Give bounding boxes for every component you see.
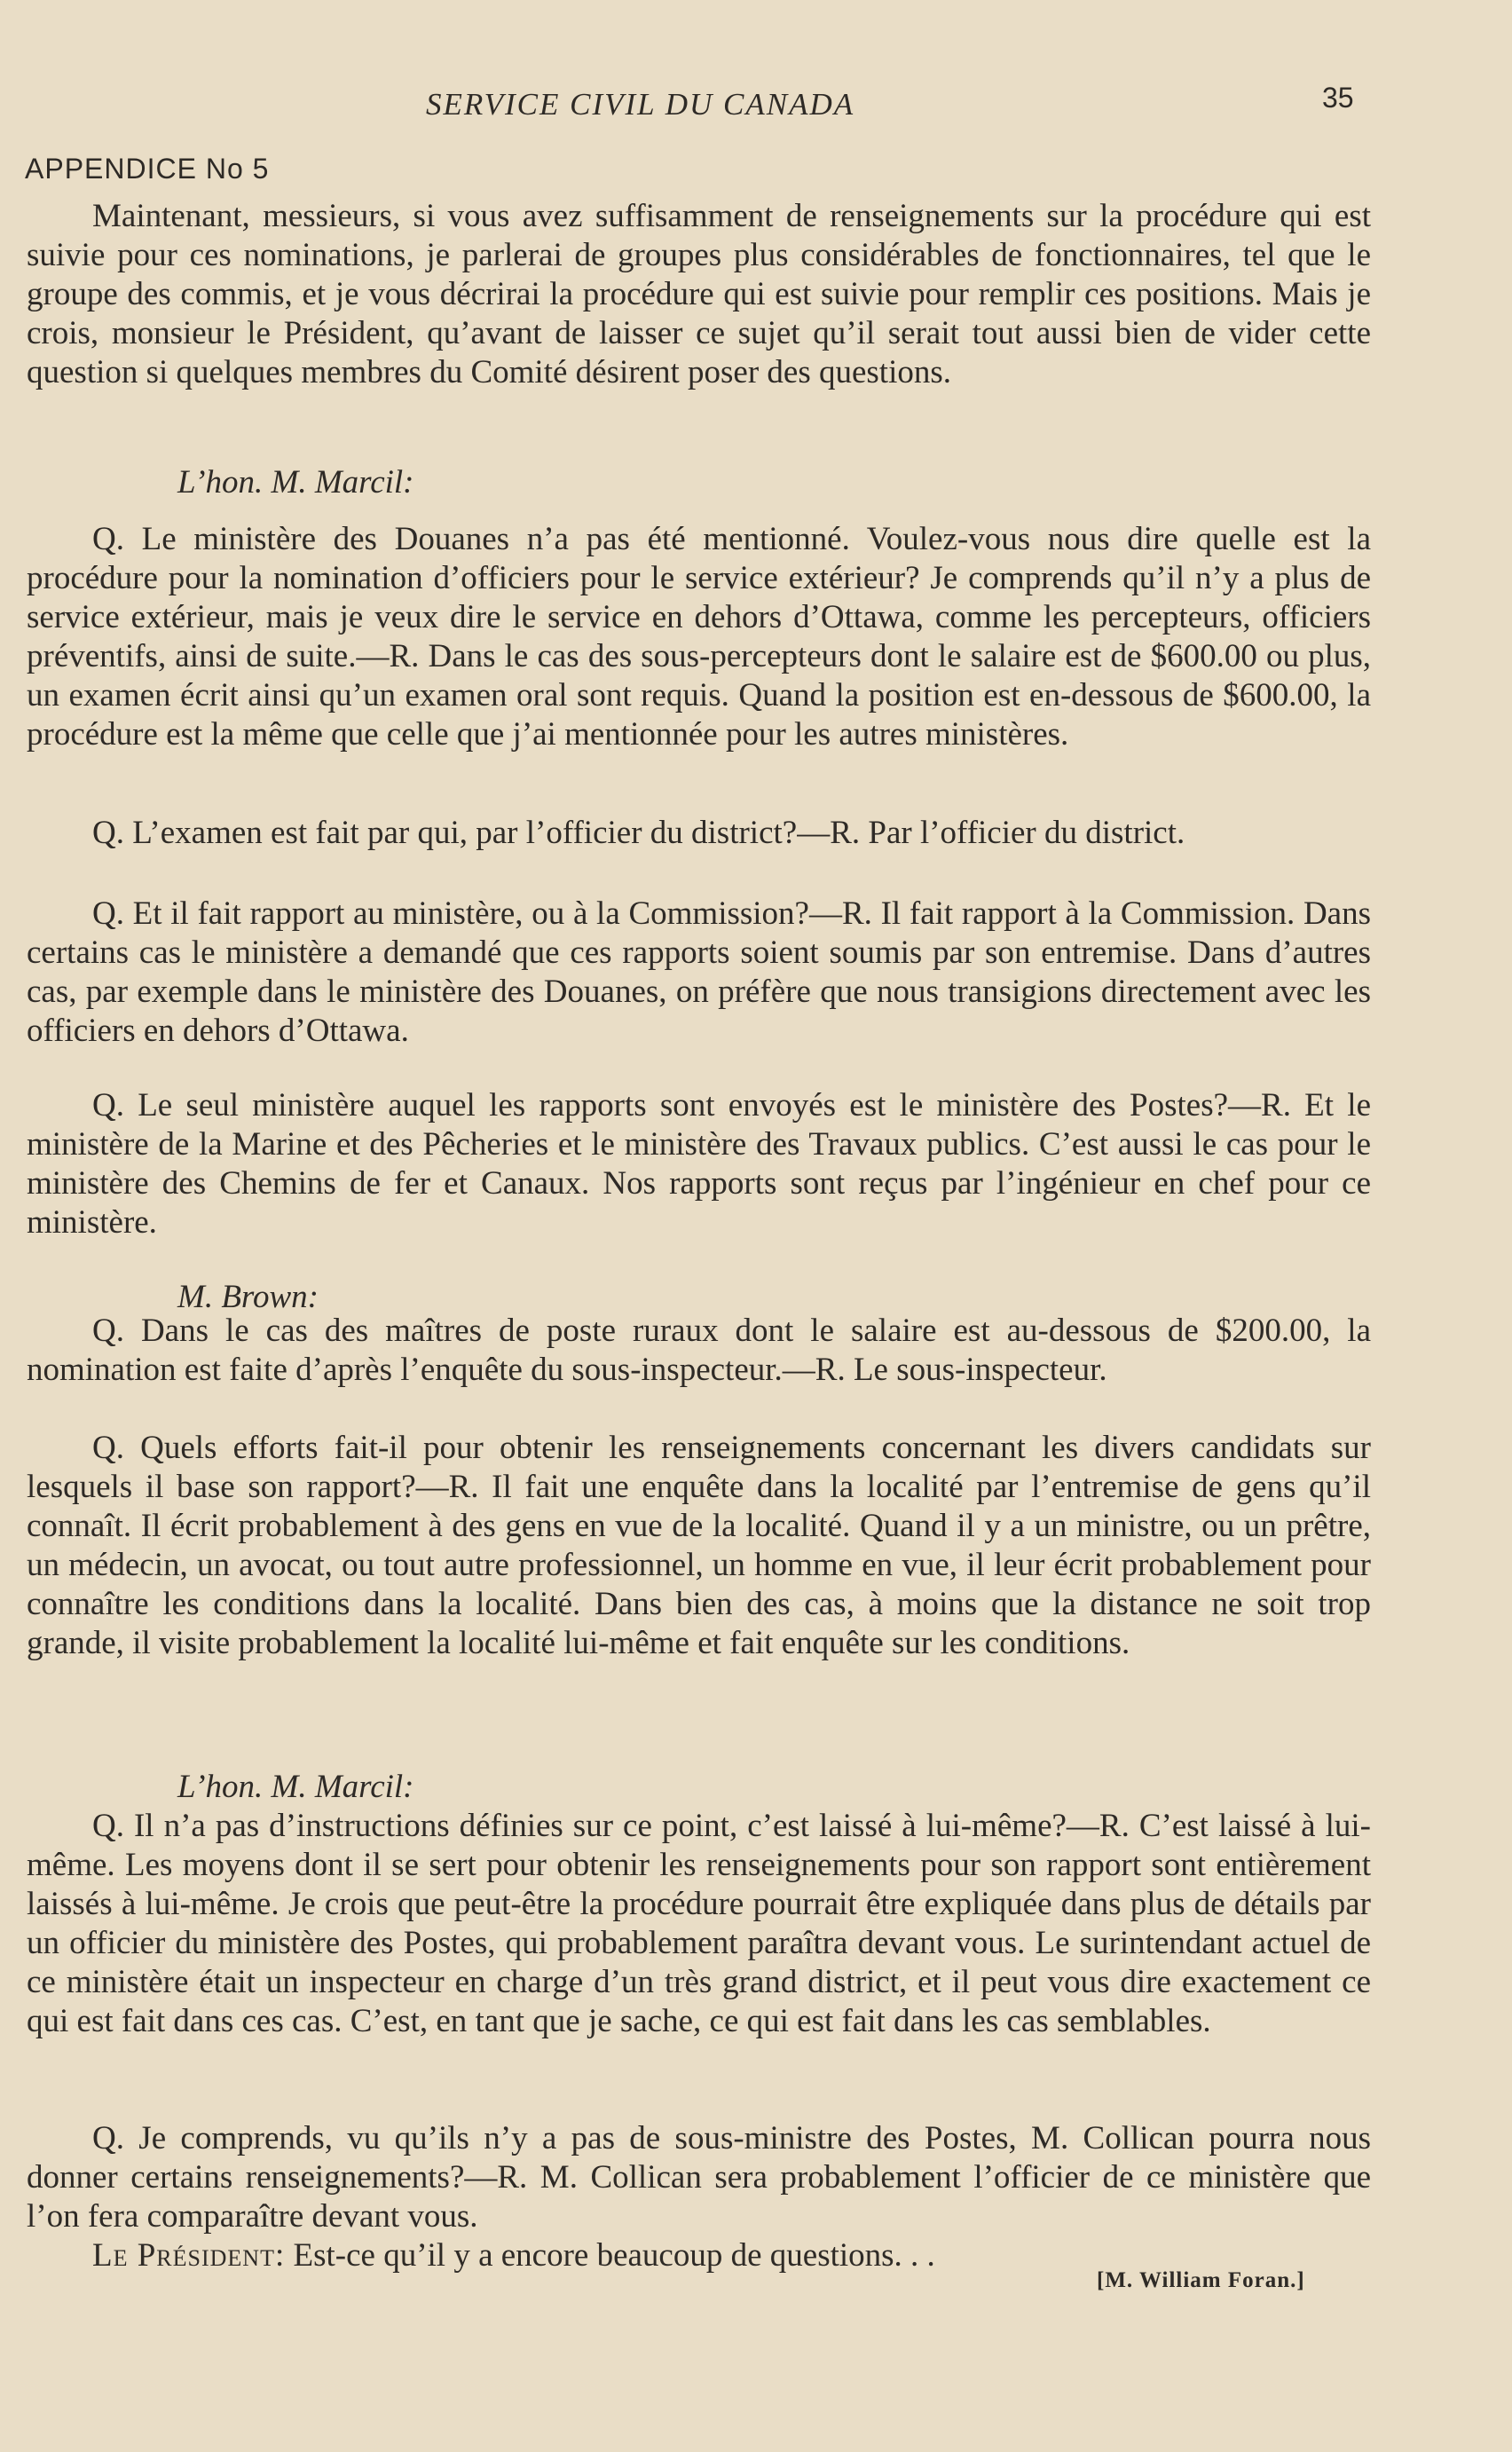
question-answer-3: Q. Et il fait rapport au ministère, ou à la Commission?—R. Il fait rapport à la Commission. Dans certains cas le ministère a demandé que ces rapports soient soumis par son entremise. Dans d’autres cas, par exemple dans le ministère des Douanes, on préfère que nous transigions directement avec les officiers en dehors d’Ottawa. — [27, 895, 1371, 1049]
speaker-marcil: L’hon. M. Marcil: — [177, 464, 414, 501]
speaker-brown: M. Brown: — [177, 1279, 319, 1315]
question-answer-5: Q. Dans le cas des maîtres de poste ruraux dont le salaire est au-dessous de $200.00, la nomination est faite d’après l’enquête du sous-inspecteur.—R. Le sous-inspecteur. — [27, 1313, 1371, 1388]
appendix-label: APPENDICE No 5 — [25, 153, 270, 185]
question-answer-8: Q. Je comprends, vu qu’ils n’y a pas de sous-ministre des Postes, M. Collican pourra nous donner certains renseignements?—R. M. Collican sera probablement l’officier de ce ministère que l’on fera comparaître devant vous. — [27, 2120, 1371, 2235]
question-answer-7: Q. Il n’a pas d’instructions définies sur ce point, c’est laissé à lui-même?—R. C’est laissé à lui-même. Les moyens dont il se sert pour obtenir les renseignements pour son rapport sont entièrement laissés à lui-même. Je crois que peut-être la procédure pourrait être expliquée dans plus de détails par un officier du ministère des Postes, qui probablement paraîtra devant vous. Le surintendant actuel de ce ministère était un inspecteur en charge d’un très grand district, et il peut vous dire exactement ce qui est fait dans ces cas. C’est, en tant que je sache, ce qui est fait dans les cas semblables. — [27, 1808, 1371, 2039]
question-answer-6: Q. Quels efforts fait-il pour obtenir les renseignements concernant les divers candidats sur lesquels il base son rapport?—R. Il fait une enquête dans la localité par l’entremise de gens qu’il connaît. Il écrit probablement à des gens en vue de la localité. Quand il y a un ministre, ou un prêtre, un médecin, un avocat, ou tout autre professionnel, un homme en vue, il leur écrit probablement pour connaître les conditions dans la localité. Dans bien des cas, à moins que la distance ne soit trop grande, il visite probablement la localité lui-même et fait enquête sur les conditions. — [27, 1430, 1371, 1661]
question-answer-1: Q. Le ministère des Douanes n’a pas été mentionné. Voulez-vous nous dire quelle est la procédure pour la nomination d’officiers pour le service extérieur? Je comprends qu’il n’y a plus de service extérieur, mais je veux dire le service en dehors d’Ottawa, comme les percepteurs, officiers préventifs, ainsi de suite.—R. Dans le cas des sous-percepteurs dont le salaire est de $600.00 ou plus, un examen écrit ainsi qu’un examen oral sont requis. Quand la position est en-dessous de $600.00, la procédure est la même que celle que j’ai mentionnée pour les autres ministères. — [27, 521, 1371, 753]
question-answer-4: Q. Le seul ministère auquel les rapports sont envoyés est le ministère des Postes?—R. Et le ministère de la Marine et des Pêcheries et le ministère des Travaux publics. C’est aussi le cas pour le ministère des Chemins de fer et Canaux. Nos rapports sont reçus par l’ingénieur en chef pour ce ministère. — [27, 1087, 1371, 1241]
president-label: Le Président: — [92, 2237, 286, 2274]
running-header: SERVICE CIVIL DU CANADA — [426, 87, 855, 122]
page-number: 35 — [1322, 82, 1354, 114]
paragraph-intro: Maintenant, messieurs, si vous avez suffisamment de renseignements sur la procédure qui est suivie pour ces nominations, je parlerai de groupes plus considérables de fonctionnaires, tel que le groupe des commis, et je vous décrirai la procédure qui est suivie pour remplir ces positions. Mais je crois, monsieur le Président, qu’avant de laisser ce sujet qu’il serait tout aussi bien de vider cette question si quelques membres du Comité désirent poser des questions. — [27, 198, 1371, 390]
speaker-signature: [M. William Foran.] — [1097, 2268, 1305, 2292]
question-answer-2: Q. L’examen est fait par qui, par l’officier du district?—R. Par l’officier du district. — [92, 815, 1185, 851]
president-text: Est-ce qu’il y a encore beaucoup de questions. . . — [285, 2237, 935, 2274]
speaker-marcil: L’hon. M. Marcil: — [177, 1769, 414, 1805]
